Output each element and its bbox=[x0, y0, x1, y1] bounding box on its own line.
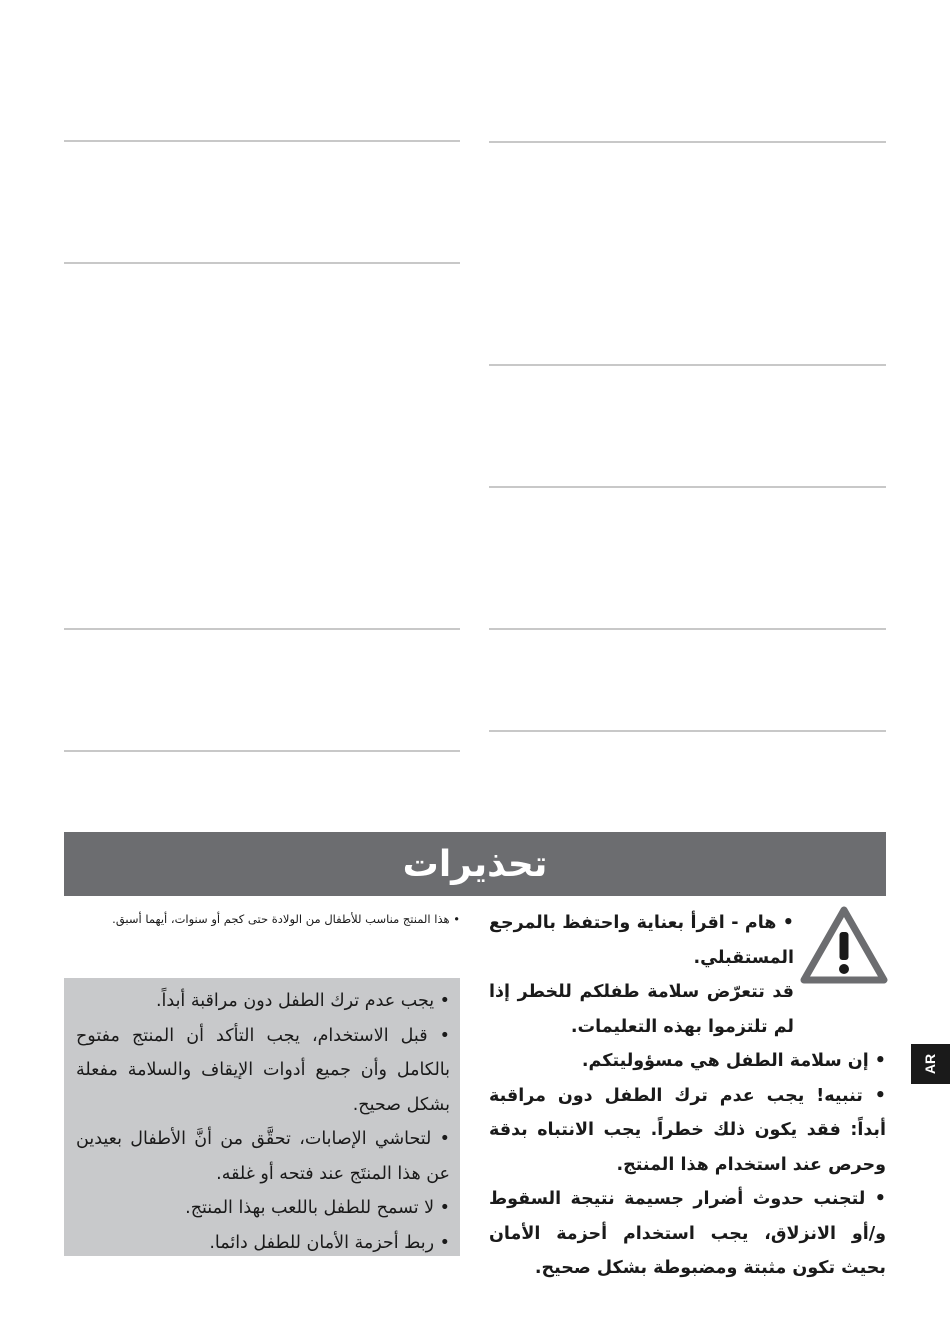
age-suitability-note: • هذا المنتج مناسب للأطفال من الولادة حتى كجم أو سنوات، أيهما أسبق. bbox=[112, 912, 460, 926]
boxed-warnings-list bbox=[76, 984, 450, 1260]
language-tab-label: AR bbox=[922, 1053, 939, 1075]
falls-notice: • لتجنب حدوث أضرار جسيمة نتيجة السقوط و/أو الانزلاق، يجب استخدام أحزمة الأمان بحيث تكون مثبتة ومضبوطة بشكل صحيح. bbox=[489, 1189, 886, 1278]
boxed-warning-item: • لتحاشي الإصابات، تحقَّق من أنَّ الأطفال بعيدين عن هذا المنتَج عند فتحه أو غلقه. bbox=[76, 1129, 450, 1184]
important-notice: • هام - اقرأ بعناية واحتفظ بالمرجع المستقبلي. bbox=[489, 913, 794, 968]
responsibility-notice: • إن سلامة الطفل هي مسؤوليتكم. bbox=[581, 1051, 886, 1071]
page-title: تحذيرات bbox=[402, 843, 548, 885]
rule-left-3 bbox=[64, 628, 460, 630]
risk-notice: قد تتعرّض سلامة طفلكم للخطر إذا لم تلتزموا بهذه التعليمات. bbox=[489, 982, 794, 1037]
rule-left-1 bbox=[64, 140, 460, 142]
boxed-warning-item: • قبل الاستخدام، يجب التأكد أن المنتج مفتوح بالكامل وأن جميع أدوات الإيقاف والسلامة مفعلة بشكل صحيح. bbox=[76, 1025, 450, 1115]
boxed-warning-item: • يجب عدم ترك الطفل دون مراقبة أبداً. bbox=[155, 991, 450, 1011]
rule-left-4 bbox=[64, 750, 460, 752]
rule-right-1 bbox=[489, 141, 886, 143]
caution-notice: • تنبيه! يجب عدم ترك الطفل دون مراقبة أبداً: فقد يكون ذلك خطراً. يجب الانتباه بدقة وحرص عند استخدام هذا المنتج. bbox=[489, 1085, 886, 1175]
rule-right-4 bbox=[489, 628, 886, 630]
boxed-warnings bbox=[64, 978, 460, 1256]
language-tab bbox=[911, 1044, 950, 1084]
boxed-warning-item: • ربط أحزمة الأمان للطفل دائما. bbox=[209, 1232, 450, 1253]
rule-right-3 bbox=[489, 486, 886, 488]
rule-left-2 bbox=[64, 262, 460, 264]
rule-right-2 bbox=[489, 364, 886, 366]
rule-right-5 bbox=[489, 730, 886, 732]
warnings-title-banner bbox=[64, 832, 886, 896]
boxed-warning-item: • لا تسمح للطفل باللعب بهذا المنتج. bbox=[185, 1198, 450, 1218]
main-warnings-column bbox=[489, 906, 886, 1286]
